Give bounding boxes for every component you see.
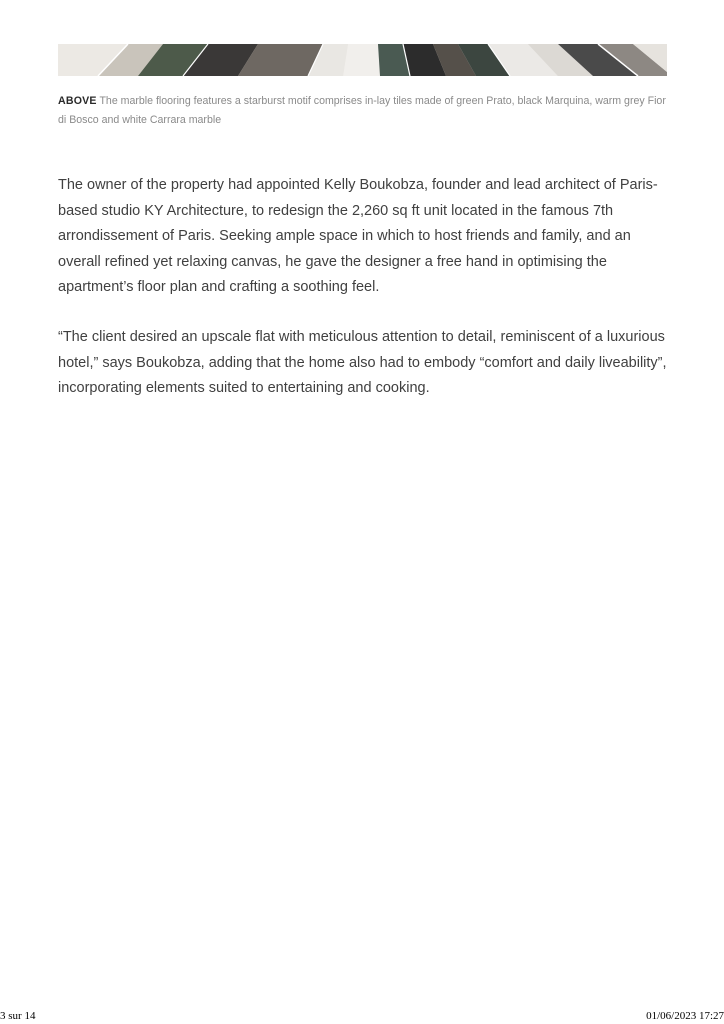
marble-starburst-floor-image	[58, 44, 667, 76]
article-body	[58, 173, 670, 426]
caption-text: The marble flooring features a starburst motif comprises in-lay tiles made of green Prato, black Marquina, warm grey Fior di Bosco and white Carrara marble	[58, 95, 666, 126]
marble-starburst-graphic	[58, 44, 667, 76]
article-paragraph: The owner of the property had appointed Kelly Boukobza, founder and lead architect of Paris-based studio KY Architecture, to redesign the 2,260 sq ft unit located in the famous 7th arrondissement of Paris. Seeking ample space in which to host friends and family, and an overall refined yet relaxing canvas, he gave the designer a free hand in optimising the apartment’s floor plan and crafting a soothing feel.	[58, 177, 658, 296]
caption-lead: ABOVE	[58, 95, 97, 107]
print-timestamp: 01/06/2023 17:27	[646, 1010, 724, 1022]
page-number: 3 sur 14	[0, 1010, 36, 1022]
image-caption	[58, 92, 670, 130]
article-paragraph: “The client desired an upscale flat with meticulous attention to detail, reminiscent of a luxurious hotel,” says Boukobza, adding that the home also had to embody “comfort and daily liveability”, incorporating elements suited to entertaining and cooking.	[58, 328, 667, 397]
